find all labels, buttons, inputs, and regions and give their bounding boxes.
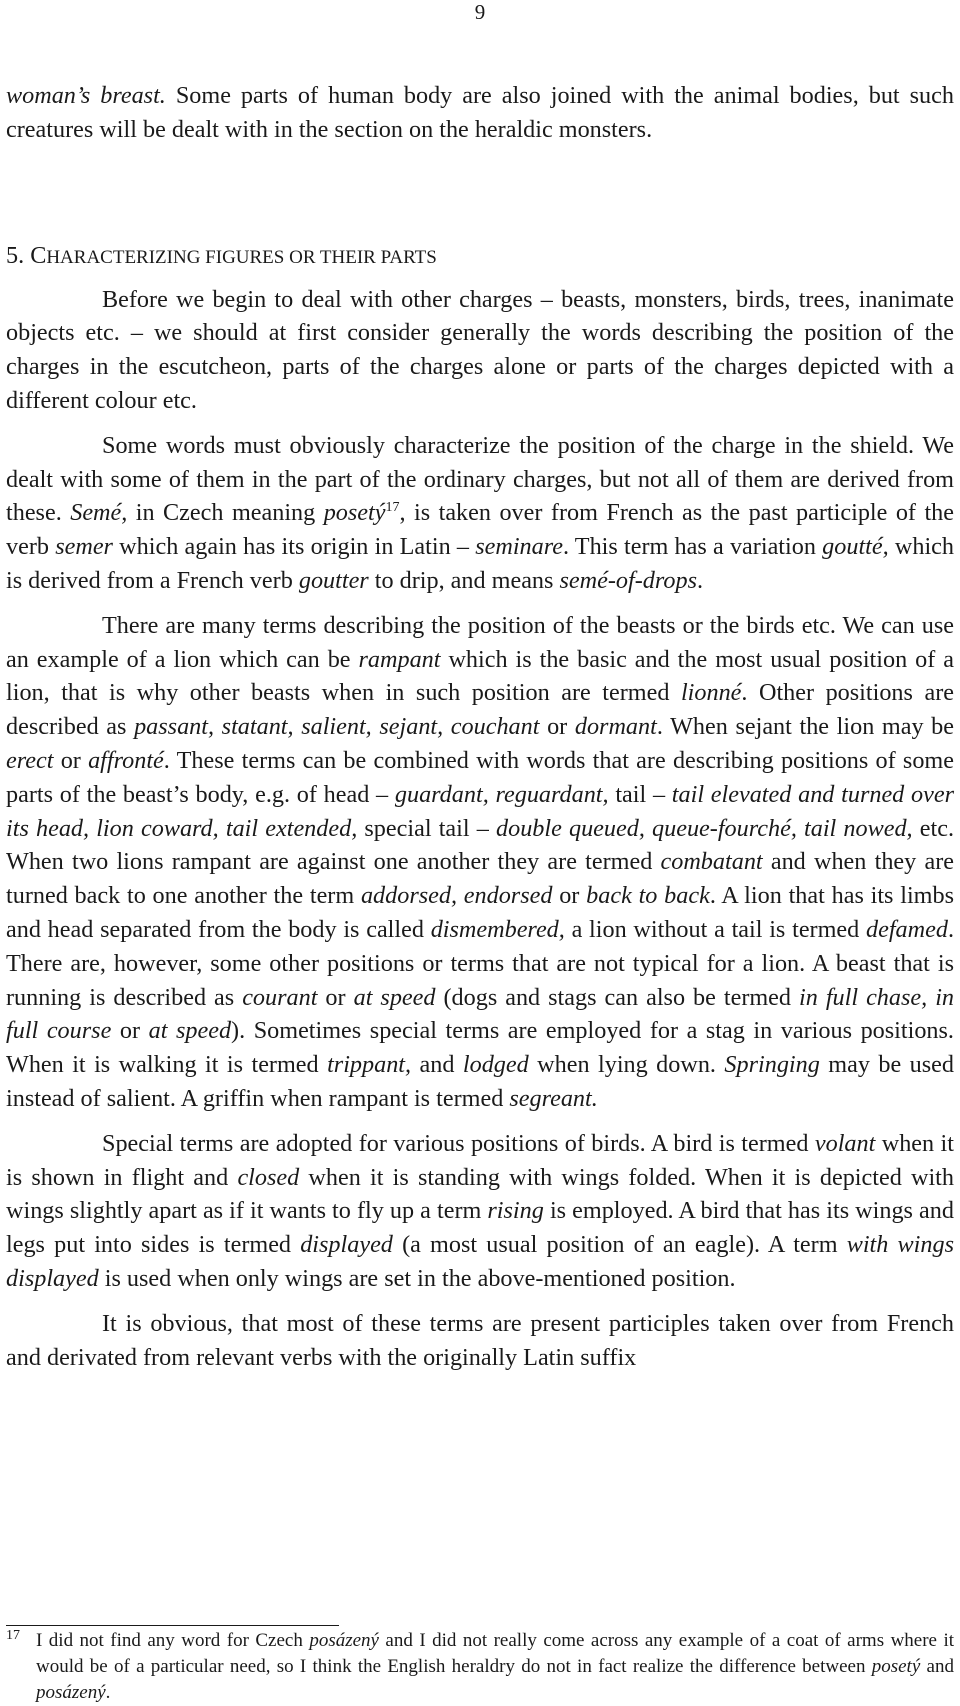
p3-text: . There are, however, some other positions or terms that are not typical for a lion. A beast that is running is described as <box>6 915 954 1011</box>
paragraph-1 <box>6 283 954 418</box>
p4-text: when it is shown in flight and <box>6 1129 954 1191</box>
section-title-initial: C <box>30 241 47 269</box>
term: with wings displayed <box>6 1231 954 1292</box>
term: dismembered, <box>430 915 565 943</box>
section-heading <box>6 239 954 275</box>
page-body <box>6 79 954 1374</box>
term: dormant <box>574 713 657 741</box>
p3-text: may be used instead of salient. A griffin when rampant is termed <box>6 1051 954 1112</box>
term: lodged <box>462 1051 529 1079</box>
term-seme-of-drops: semé-of-drops <box>559 566 697 594</box>
term-goutte: goutté, <box>822 533 889 561</box>
footnote-divider <box>6 1625 339 1626</box>
p4-text: is employed. A bird that has its wings and legs put into sides is termed <box>6 1197 954 1259</box>
intro-paragraph <box>6 79 954 147</box>
p3-text: or <box>317 983 354 1011</box>
p3-text: or <box>552 882 587 910</box>
footnote-text <box>6 1628 954 1706</box>
p1-text: Before we begin to deal with other charges – beasts, monsters, birds, trees, inanimate objects etc. – we should at first consider generally the words describing the position of the charges in the escutcheon, parts of the charges alone or parts of the charges depicted with a different colour etc. <box>6 285 954 414</box>
p4-text: when it is standing with wings folded. When it is depicted with wings slightly apart as if it wants to fly up a term <box>6 1163 954 1225</box>
term: double queued, queue-fourché, tail nowed, <box>496 814 913 842</box>
intro-italic: woman’s breast. <box>6 82 166 109</box>
term-posazeny: posázený <box>36 1682 106 1703</box>
paragraph-5 <box>6 1307 954 1375</box>
footnote-17 <box>6 1628 954 1706</box>
term-goutter: goutter <box>298 566 369 594</box>
term-posety: posetý <box>871 1656 921 1677</box>
p2-text: , is taken over from French as the past participle of the verb <box>6 499 954 561</box>
term: segreant. <box>509 1084 598 1112</box>
footnote-ref: 17 <box>385 500 400 516</box>
term: addorsed, endorsed <box>360 882 553 910</box>
fn-text: and I did not really come across any example of a coat of arms where it would be of a particular need, so I think the English heraldry do not in fact realize the difference between <box>36 1630 954 1677</box>
p4-text: (a most usual position of an eagle). A term <box>392 1231 847 1259</box>
p3-text: which is the basic and the most usual position of a lion, that is why other beasts when in such position are termed <box>6 645 954 707</box>
p3-text: tail – <box>608 780 672 808</box>
term: passant, statant, salient, sejant, couchant <box>134 713 540 741</box>
page-number: 9 <box>474 0 486 24</box>
fn-text: . <box>105 1682 111 1703</box>
term-posety: posetý <box>323 499 386 527</box>
fn-text: and <box>920 1656 954 1677</box>
p2-text: . This term has a variation <box>562 533 823 561</box>
term: combatant <box>660 848 763 876</box>
p4-text: Special terms are adopted for various positions of birds. A bird is termed <box>102 1129 815 1157</box>
p3-text: a lion without a tail is termed <box>564 915 866 943</box>
p3-text: and when they are turned back to one another the term <box>6 848 954 910</box>
term-semer: semer <box>55 533 113 561</box>
term-posazeny: posázený <box>309 1630 379 1651</box>
term: Springing <box>724 1051 820 1079</box>
term: erect <box>6 746 54 774</box>
term: lionné <box>680 679 742 707</box>
section-number: 5. <box>6 241 31 269</box>
p3-text: etc. When two lions rampant are against one another they are termed <box>6 814 954 876</box>
p5-text: It is obvious, that most of these terms are present participles taken over from French and derivated from relevant verbs with the originally Latin suffix <box>6 1309 954 1371</box>
term: at speed <box>148 1017 232 1045</box>
p2-text: Some words must obviously characterize the position of the charge in the shield. We dealt with some of them in the part of the ordinary charges, but not all of them are derived from these. <box>6 431 954 527</box>
p3-text: . When sejant the lion may be <box>656 713 954 741</box>
section-title-rest: HARACTERIZING FIGURES OR THEIR PARTS <box>46 246 437 268</box>
p3-text: (dogs and stags can also be termed <box>435 983 800 1011</box>
term: trippant, <box>327 1051 412 1079</box>
term: defamed <box>866 915 948 943</box>
term: back to back <box>586 882 710 910</box>
p2-text: in Czech meaning <box>127 499 324 527</box>
p2-text: which is derived from a French verb <box>6 533 954 594</box>
p3-text: or <box>111 1017 149 1045</box>
term: volant <box>814 1129 876 1157</box>
term: rampant <box>358 645 441 673</box>
paragraph-3 <box>6 609 954 1116</box>
term: in full chase, in full course <box>6 983 955 1045</box>
p2-text: . <box>696 566 704 594</box>
p3-text: There are many terms describing the position of the beasts or the birds etc. We can use an example of a lion which can be <box>6 611 954 673</box>
p3-text: special tail – <box>357 814 496 842</box>
term-seminare: seminare <box>475 533 563 561</box>
p3-text: when lying down. <box>528 1051 725 1079</box>
term-seme: Semé, <box>70 499 128 527</box>
p2-text: which again has its origin in Latin – <box>112 533 476 561</box>
term: tail elevated and turned over its head, lion coward, tail extended, <box>6 780 954 842</box>
term: guardant, reguardant, <box>394 780 609 808</box>
term: affronté <box>88 746 164 774</box>
p3-text: or <box>539 713 575 741</box>
fn-text: I did not find any word for Czech <box>36 1630 310 1651</box>
term: rising <box>487 1197 544 1225</box>
p4-text: is used when only wings are set in the above-mentioned position. <box>98 1264 736 1292</box>
p3-text: ). Sometimes special terms are employed for a stag in various positions. When it is walking it is termed <box>6 1017 954 1079</box>
term: at speed <box>353 983 436 1011</box>
p3-text: or <box>53 746 89 774</box>
term: closed <box>237 1163 300 1191</box>
paragraph-2 <box>6 429 954 598</box>
footnote-mark: 17 <box>6 1628 20 1643</box>
p3-text: and <box>411 1051 463 1079</box>
term: courant <box>242 983 318 1011</box>
p3-text: . A lion that has its limbs and head separated from the body is called <box>6 882 954 943</box>
p3-text: . These terms can be combined with words that are describing positions of some parts of the beast’s body, e.g. of head – <box>6 746 954 808</box>
p3-text: . Other positions are described as <box>6 679 954 741</box>
term: displayed <box>300 1231 393 1259</box>
intro-text: Some parts of human body are also joined with the animal bodies, but such creatures will be dealt with in the section on the heraldic monsters. <box>6 82 954 143</box>
p2-text: to drip, and means <box>368 566 560 594</box>
paragraph-4 <box>6 1127 954 1296</box>
